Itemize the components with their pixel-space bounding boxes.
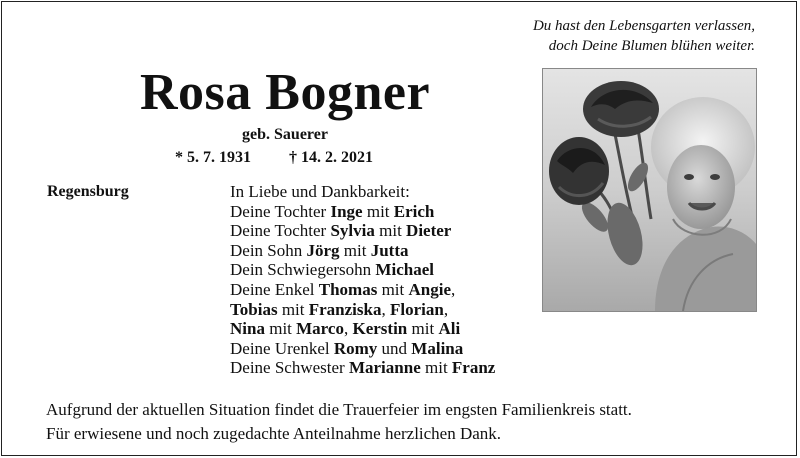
mourner-text: , [343, 319, 353, 339]
mourner-name: Erich [393, 201, 435, 221]
deceased-name: Rosa Bogner [139, 64, 431, 121]
death-date: † 14. 2. 2021 [289, 149, 373, 166]
mourners-intro: In Liebe und Dankbarkeit: [230, 182, 410, 201]
mourner-text: mit [420, 358, 452, 378]
mourner-line [230, 280, 495, 300]
mourner-name: Kerstin [352, 319, 408, 339]
mourner-name: Marco [296, 319, 344, 339]
mourner-text: mit [407, 319, 439, 339]
mourner-name: Angie [408, 279, 451, 299]
mourner-name: Jörg [306, 240, 340, 260]
mourner-name: Thomas [318, 279, 378, 299]
mourner-line [230, 202, 495, 222]
mourner-name: Nina [230, 319, 265, 339]
birth-date: * 5. 7. 1931 [175, 149, 251, 166]
mourner-name: Sylvia [330, 221, 375, 241]
funeral-notice [46, 398, 632, 446]
mourner-text: Deine Enkel [230, 279, 319, 299]
mourner-name: Ali [438, 319, 461, 339]
mourner-name: Dieter [406, 221, 452, 241]
mourner-line [230, 221, 495, 241]
mourner-text: mit [277, 299, 309, 319]
mourner-text: mit [374, 221, 407, 241]
mourner-name: Jutta [370, 240, 409, 260]
mourner-text: Deine Urenkel [230, 338, 334, 358]
mourner-line [230, 319, 495, 339]
place-name: Regensburg [47, 183, 129, 200]
mourners-list [230, 182, 495, 378]
mourner-name: Inge [330, 201, 363, 221]
mourner-text: , [381, 299, 390, 319]
notice-line-2: Für erwiesene und noch zugedachte Anteilnahme herzlichen Dank. [46, 424, 502, 443]
mourner-name: Florian [389, 299, 444, 319]
mourner-text: Deine Schwester [230, 358, 349, 378]
memorial-quote [470, 16, 755, 56]
quote-line-2: doch Deine Blumen blühen weiter. [548, 38, 755, 54]
mourner-text: , [443, 299, 449, 319]
mourner-text: mit [377, 279, 409, 299]
mourner-line [230, 339, 495, 359]
portrait-photo [542, 68, 757, 312]
mourner-text: Dein Sohn [230, 240, 307, 260]
mourner-name: Michael [375, 260, 434, 280]
mourner-line [230, 300, 495, 320]
birth-name: geb. Sauerer [242, 126, 328, 143]
mourner-text: mit [264, 319, 297, 339]
mourner-lines [230, 202, 495, 378]
mourner-text: Dein Schwiegersohn [230, 260, 376, 280]
mourner-line [230, 358, 495, 378]
portrait-image [543, 69, 756, 311]
notice-line-1: Aufgrund der aktuellen Situation findet die Trauerfeier im engsten Familienkreis statt. [46, 400, 632, 419]
mourner-name: Franz [451, 358, 496, 378]
life-dates [175, 149, 373, 167]
mourner-line [230, 260, 495, 280]
mourner-line [230, 241, 495, 261]
quote-line-1: Du hast den Lebensgarten verlassen, [532, 18, 755, 34]
mourner-text: Deine Tochter [230, 221, 331, 241]
mourner-text: , [451, 279, 456, 299]
mourner-name: Marianne [348, 358, 421, 378]
mourner-text: Deine Tochter [230, 201, 331, 221]
mourner-text: und [377, 338, 412, 358]
mourner-name: Franziska [308, 299, 382, 319]
mourner-text: mit [362, 201, 394, 221]
mourner-text: mit [339, 240, 371, 260]
mourner-name: Tobias [230, 299, 278, 319]
mourner-name: Romy [333, 338, 378, 358]
mourner-name: Malina [411, 338, 464, 358]
